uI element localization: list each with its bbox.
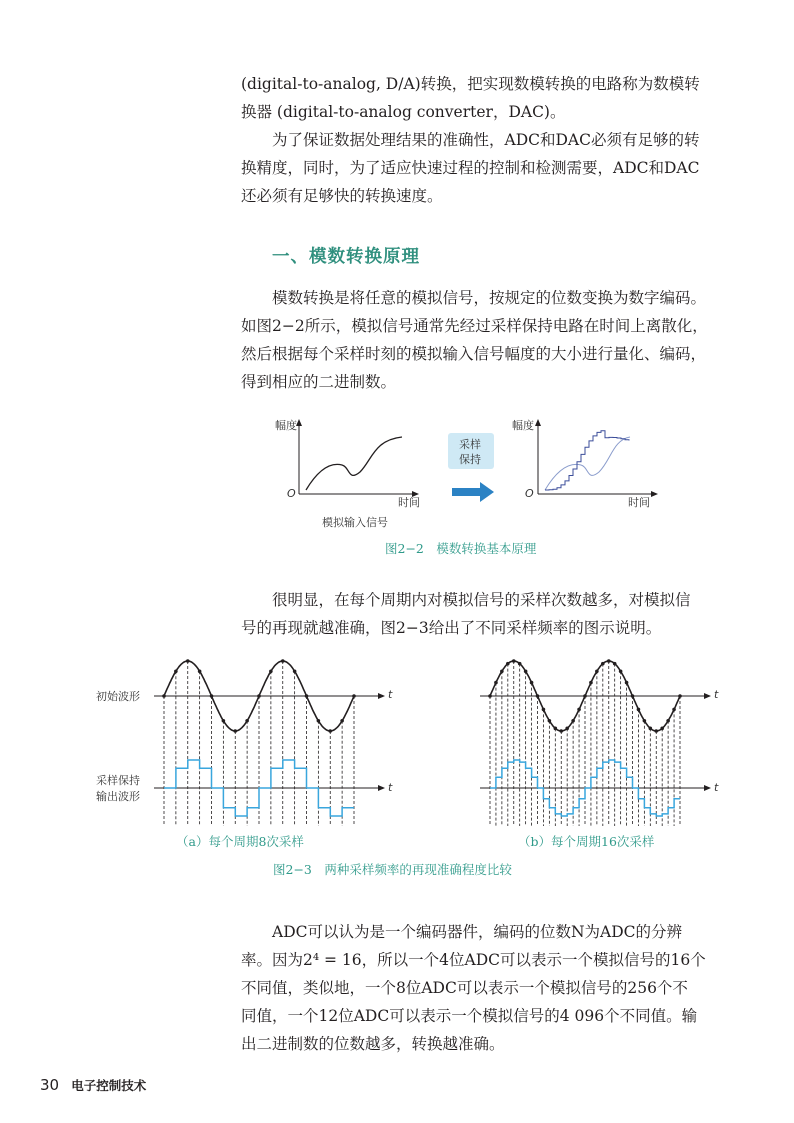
sample-point — [625, 681, 629, 685]
sample-point — [654, 729, 658, 733]
section-title: 一、模数转换原理 — [272, 247, 420, 267]
t-label-b1: t — [714, 688, 719, 701]
label-sh-2: 输出波形 — [96, 790, 140, 803]
sample-point — [619, 669, 623, 673]
text-line: 很明显，在每个周期内对模拟信号的采样次数越多，对模拟信 — [272, 591, 691, 609]
page-footer — [40, 1076, 146, 1094]
caption-a: （a）每个周期8次采样 — [176, 834, 304, 849]
box-line-1: 采样 — [459, 438, 481, 451]
text-line: 然后根据每个采样时刻的模拟输入信号幅度的大小进行量化、编码， — [241, 345, 707, 363]
sample-point — [631, 694, 635, 698]
sample-point — [565, 727, 569, 731]
sample-point — [293, 669, 297, 673]
sample-point — [559, 729, 563, 733]
sample-point — [542, 708, 546, 712]
sample-point — [571, 719, 575, 723]
text-line: 为了保证数据处理结果的准确性，ADC和DAC必须有足够的转 — [272, 131, 700, 149]
label-sh-1: 采样保持 — [96, 774, 140, 787]
sample-point — [666, 719, 670, 723]
sample-point — [174, 669, 178, 673]
paragraph-resolution — [241, 918, 719, 1058]
sample-point — [305, 694, 309, 698]
sample-point — [281, 659, 285, 663]
sample-point — [649, 727, 653, 731]
text-line: 号的再现就越准确，图2−3给出了不同采样频率的图示说明。 — [241, 619, 662, 637]
box-line-2: 保持 — [459, 453, 481, 466]
text-line: 换精度，同时，为了适应快速过程的控制和检测需要，ADC和DAC — [241, 159, 700, 177]
text-line: 率。因为2⁴ = 16，所以一个4位ADC可以表示一个模拟信号的16个 — [241, 951, 706, 969]
text-line: (digital-to-analog, D/A)转换，把实现数模转换的电路称为数模转 — [241, 75, 700, 93]
sample-point — [506, 662, 510, 666]
figure-2-3-caption: 图2−3 两种采样频率的再现准确程度比较 — [273, 862, 512, 877]
x-label-right: 时间 — [628, 496, 650, 509]
y-label-right: 幅度 — [512, 419, 534, 432]
sample-point — [672, 708, 676, 712]
caption-b: （b）每个周期16次采样 — [518, 834, 655, 849]
t-label-b2: t — [714, 781, 719, 794]
sample-point — [548, 719, 552, 723]
sample-point — [488, 694, 492, 698]
sample-point — [162, 694, 166, 698]
sample-point — [352, 694, 356, 698]
book-title: 电子控制技术 — [71, 1078, 147, 1093]
sample-point — [607, 659, 611, 663]
text-line: 换器 (digital-to-analog converter，DAC)。 — [241, 103, 566, 121]
text-line: 如图2−2所示，模拟信号通常先经过采样保持电路在时间上离散化， — [241, 317, 708, 335]
text-line: 模数转换是将任意的模拟信号，按规定的位数变换为数字编码。 — [272, 289, 707, 307]
text-line: ADC可以认为是一个编码器件，编码的位数N为ADC的分辨 — [272, 923, 683, 941]
sample-point — [257, 694, 261, 698]
label-original-wave: 初始波形 — [96, 690, 140, 703]
sample-point — [518, 662, 522, 666]
text-line: 同值，一个12位ADC可以表示一个模拟信号的4 096个不同值。输 — [241, 1007, 698, 1025]
sample-point — [524, 669, 528, 673]
sample-point — [643, 719, 647, 723]
sample-point — [233, 729, 237, 733]
sample-point — [577, 708, 581, 712]
sample-point — [269, 669, 273, 673]
sample-point — [589, 681, 593, 685]
sample-point — [222, 719, 226, 723]
y-label-left: 幅度 — [275, 419, 297, 432]
t-label-a2: t — [388, 781, 393, 794]
sample-point — [595, 669, 599, 673]
panel-b — [480, 659, 710, 826]
sample-point — [637, 708, 641, 712]
figure-2-2-caption: 图2−2 模数转换基本原理 — [385, 541, 537, 556]
text-line: 不同值，类似地，一个8位ADC可以表示一个模拟信号的256个不 — [241, 979, 688, 997]
origin-right: O — [525, 487, 534, 500]
sample-point — [583, 694, 587, 698]
sample-point — [613, 662, 617, 666]
text-line: 得到相应的二进制数。 — [241, 373, 397, 391]
text-line: 还必须有足够快的转换速度。 — [241, 187, 443, 205]
sample-point — [660, 727, 664, 731]
sample-point — [340, 719, 344, 723]
sample-point — [530, 681, 534, 685]
input-signal-label: 模拟输入信号 — [322, 516, 388, 529]
sample-point — [198, 669, 202, 673]
sample-point — [678, 694, 682, 698]
origin-left: O — [287, 487, 296, 500]
text-line: 出二进制数的位数越多，转换越准确。 — [241, 1035, 505, 1053]
sample-point — [210, 694, 214, 698]
sample-point — [536, 694, 540, 698]
sample-point — [317, 719, 321, 723]
sample-point — [601, 662, 605, 666]
sample-point — [500, 669, 504, 673]
panel-a — [154, 659, 384, 826]
sample-point — [512, 659, 516, 663]
sample-point — [494, 681, 498, 685]
sample-point — [245, 719, 249, 723]
sample-point — [186, 659, 190, 663]
sample-point — [554, 727, 558, 731]
t-label-a1: t — [388, 688, 393, 701]
page-number: 30 — [40, 1076, 60, 1094]
sample-point — [328, 729, 332, 733]
x-label-left: 时间 — [398, 496, 420, 509]
